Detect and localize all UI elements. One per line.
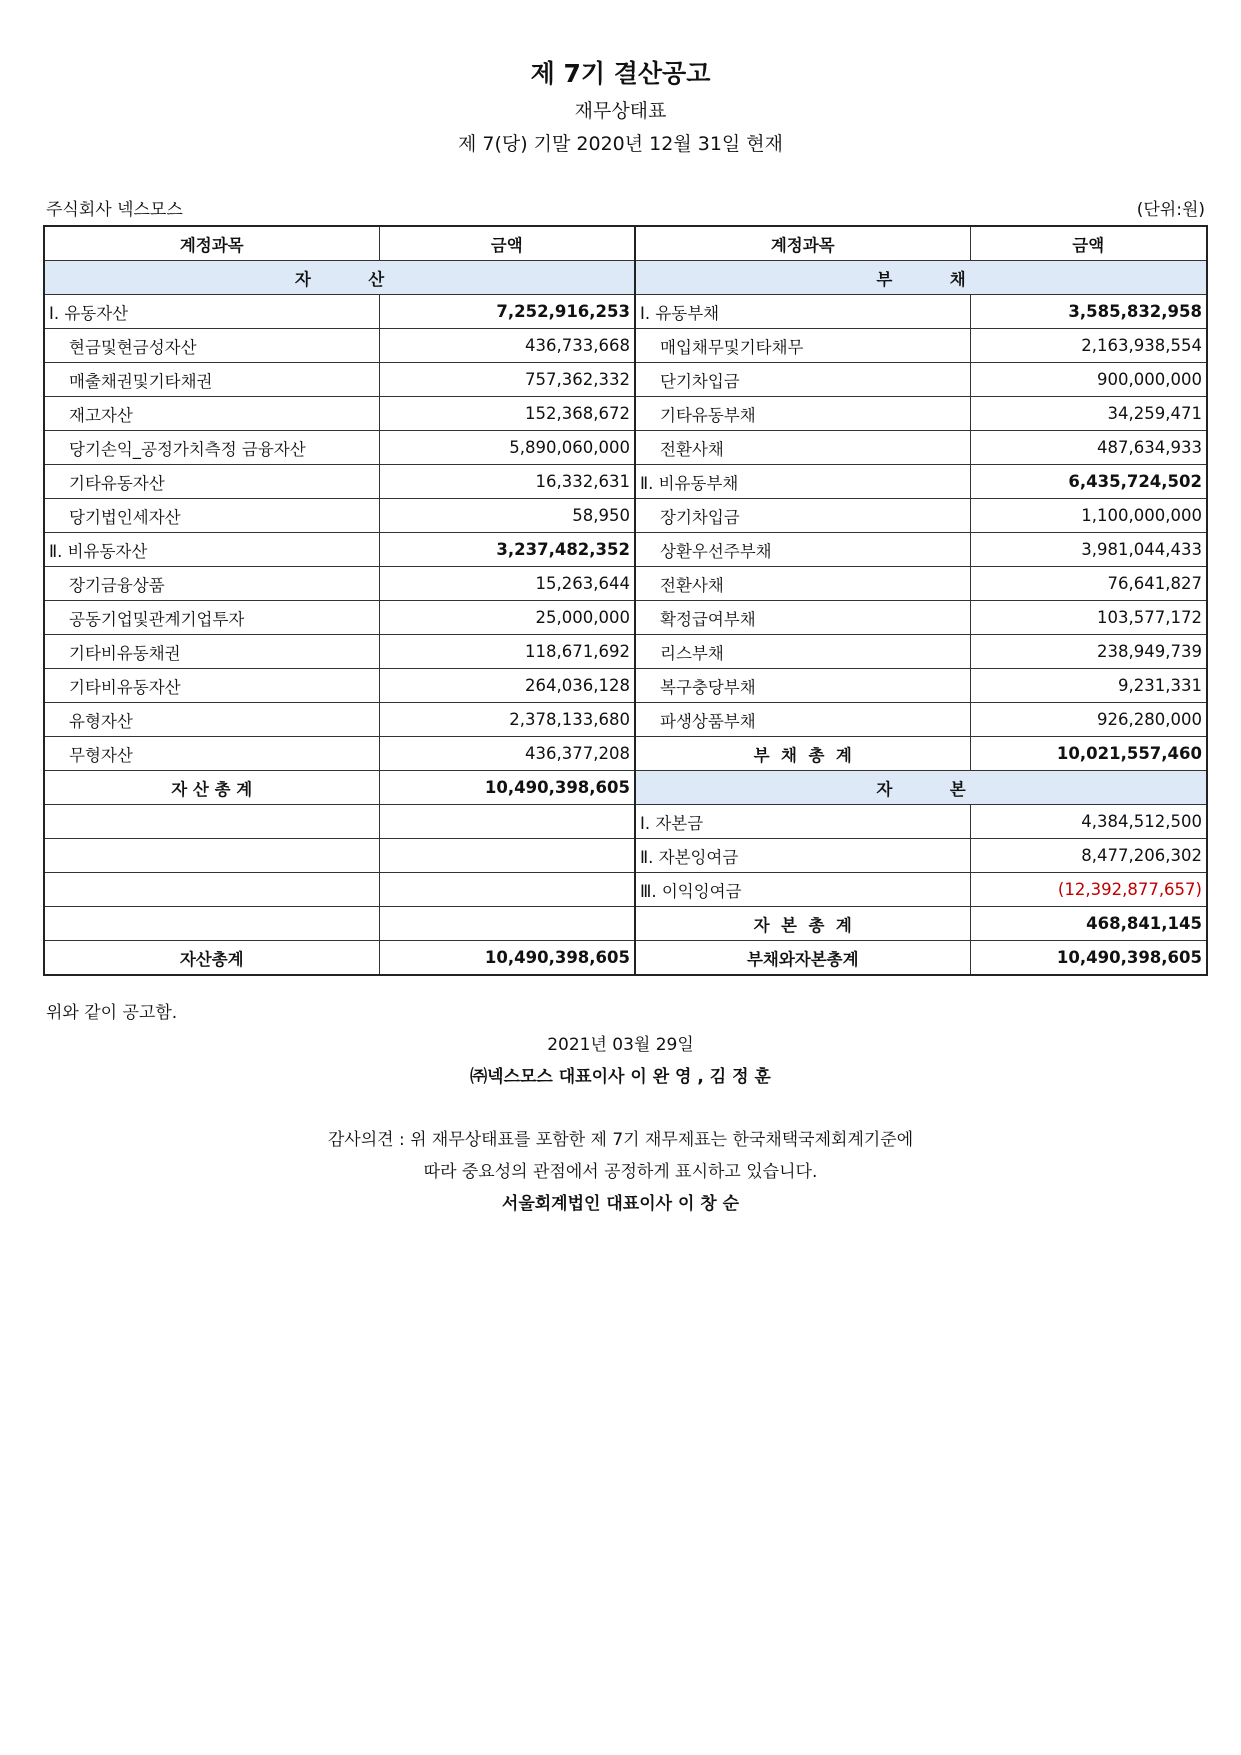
asset-label: 매출채권및기타채권 [44,363,379,397]
asset-amount: 118,671,692 [379,635,635,669]
table-row [44,465,1207,499]
asset-label: 공동기업및관계기업투자 [44,601,379,635]
asset-amount: 436,733,668 [379,329,635,363]
empty-cell [44,839,379,873]
liability-amount: 76,641,827 [970,567,1207,601]
liability-amount: 6,435,724,502 [970,465,1207,499]
liability-amount: 3,981,044,433 [970,533,1207,567]
asset-amount: 3,237,482,352 [379,533,635,567]
liability-amount: 900,000,000 [970,363,1207,397]
liability-amount: 2,163,938,554 [970,329,1207,363]
table-row [44,567,1207,601]
asset-amount: 16,332,631 [379,465,635,499]
assets-total-row [44,771,1207,805]
empty-cell [44,907,379,941]
assets-total-amount: 10,490,398,605 [379,771,635,805]
asset-label: 장기금융상품 [44,567,379,601]
assets-total-label: 자 산 총 계 [44,771,379,805]
announcement-date: 2021년 03월 29일 [547,1035,694,1055]
audit-opinion-line2: 따라 중요성의 관점에서 공정하게 표시하고 있습니다. [423,1162,818,1182]
liabilities-section-header: 부 채 [635,261,1207,295]
ceo-signature: ㈜넥스모스 대표이사 이 완 영 , 김 정 훈 [470,1067,771,1087]
empty-cell [379,839,635,873]
table-row [44,737,1207,771]
grand-liab-equity-amount: 10,490,398,605 [970,941,1207,976]
equity-section-header: 자 본 [635,771,1207,805]
header-amount-right: 금액 [970,226,1207,261]
asset-label: 기타유동자산 [44,465,379,499]
table-row [44,873,1207,907]
asset-amount: 15,263,644 [379,567,635,601]
asset-label: Ⅰ. 유동자산 [44,295,379,329]
liability-amount: 487,634,933 [970,431,1207,465]
asset-amount: 436,377,208 [379,737,635,771]
liability-amount: 3,585,832,958 [970,295,1207,329]
asset-amount: 757,362,332 [379,363,635,397]
liabilities-total-label: 부 채 총 계 [635,737,970,771]
liability-label: 파생상품부채 [635,703,970,737]
liability-label: 리스부채 [635,635,970,669]
table-row [44,533,1207,567]
page-title: 제 7기 결산공고 [530,59,711,88]
table-row [44,601,1207,635]
asset-amount: 7,252,916,253 [379,295,635,329]
announcement-note: 위와 같이 공고함. [46,1003,178,1023]
asset-label: 기타비유동채권 [44,635,379,669]
table-row [44,703,1207,737]
statement-period: 제 7(당) 기말 2020년 12월 31일 현재 [457,133,784,155]
table-header-row [44,226,1207,261]
empty-cell [379,907,635,941]
asset-amount: 25,000,000 [379,601,635,635]
table-row [44,907,1207,941]
grand-assets-label: 자산총계 [44,941,379,976]
liability-amount: 1,100,000,000 [970,499,1207,533]
liability-label: 상환우선주부채 [635,533,970,567]
section-header-row [44,261,1207,295]
empty-cell [44,873,379,907]
liability-label: 장기차입금 [635,499,970,533]
grand-assets-amount: 10,490,398,605 [379,941,635,976]
liabilities-total-amount: 10,021,557,460 [970,737,1207,771]
table-row [44,431,1207,465]
unit-label: (단위:원) [1136,200,1205,220]
empty-cell [379,805,635,839]
table-row [44,805,1207,839]
auditor-signature: 서울회계법인 대표이사 이 창 순 [501,1194,740,1214]
equity-amount-negative: (12,392,877,657) [970,873,1207,907]
header-amount-left: 금액 [379,226,635,261]
asset-amount: 2,378,133,680 [379,703,635,737]
liability-label: 단기차입금 [635,363,970,397]
table-row [44,669,1207,703]
asset-label: Ⅱ. 비유동자산 [44,533,379,567]
table-row [44,329,1207,363]
liability-label: 전환사채 [635,567,970,601]
equity-label: Ⅱ. 자본잉여금 [635,839,970,873]
table-row [44,397,1207,431]
liability-label: Ⅰ. 유동부채 [635,295,970,329]
liability-amount: 103,577,172 [970,601,1207,635]
empty-cell [379,873,635,907]
liability-label: 복구충당부채 [635,669,970,703]
header-account-right: 계정과목 [635,226,970,261]
liability-amount: 34,259,471 [970,397,1207,431]
equity-label: Ⅲ. 이익잉여금 [635,873,970,907]
equity-total-label: 자 본 총 계 [635,907,970,941]
company-name: 주식회사 넥스모스 [46,200,183,220]
asset-label: 유형자산 [44,703,379,737]
asset-amount: 264,036,128 [379,669,635,703]
header-account-left: 계정과목 [44,226,379,261]
assets-section-header: 자 산 [44,261,635,295]
balance-sheet-table [43,225,1208,976]
liability-amount: 238,949,739 [970,635,1207,669]
asset-amount: 152,368,672 [379,397,635,431]
asset-label: 무형자산 [44,737,379,771]
statement-subtitle: 재무상태표 [574,100,667,122]
liability-label: 기타유동부채 [635,397,970,431]
equity-total-amount: 468,841,145 [970,907,1207,941]
liability-label: 전환사채 [635,431,970,465]
audit-opinion-line1: 감사의견 : 위 재무상태표를 포함한 제 7기 재무제표는 한국채택국제회계기준에 [327,1130,914,1150]
asset-label: 기타비유동자산 [44,669,379,703]
asset-amount: 58,950 [379,499,635,533]
asset-label: 현금및현금성자산 [44,329,379,363]
table-row [44,363,1207,397]
empty-cell [44,805,379,839]
table-row [44,839,1207,873]
grand-total-row [44,941,1207,976]
table-row [44,295,1207,329]
liability-amount: 9,231,331 [970,669,1207,703]
asset-amount: 5,890,060,000 [379,431,635,465]
asset-label: 당기법인세자산 [44,499,379,533]
table-row [44,499,1207,533]
table-row [44,635,1207,669]
liability-label: 확정급여부채 [635,601,970,635]
equity-amount: 8,477,206,302 [970,839,1207,873]
liability-amount: 926,280,000 [970,703,1207,737]
equity-label: Ⅰ. 자본금 [635,805,970,839]
grand-liab-equity-label: 부채와자본총계 [635,941,970,976]
equity-amount: 4,384,512,500 [970,805,1207,839]
asset-label: 재고자산 [44,397,379,431]
liability-label: Ⅱ. 비유동부채 [635,465,970,499]
liability-label: 매입채무및기타채무 [635,329,970,363]
asset-label: 당기손익_공정가치측정 금융자산 [44,431,379,465]
